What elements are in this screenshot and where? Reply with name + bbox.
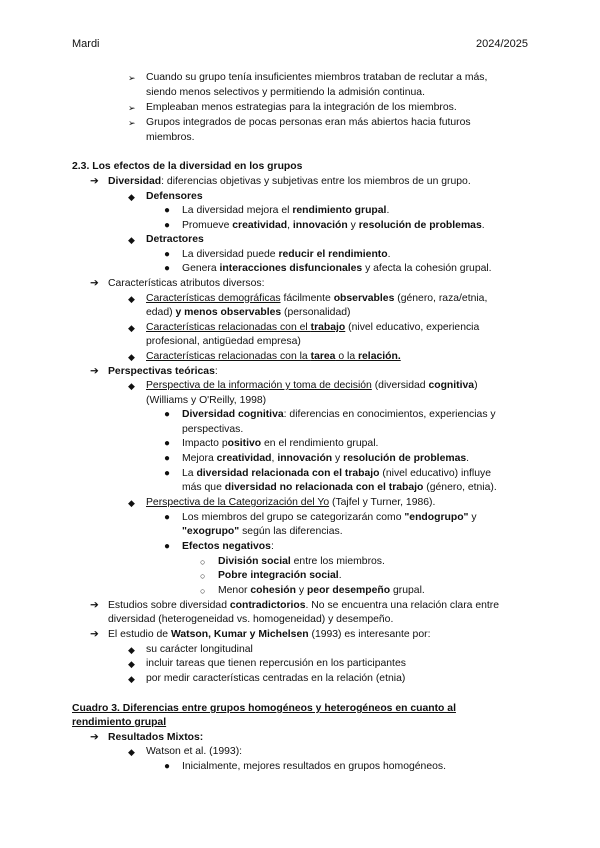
diamond-bullet-icon: ◆	[128, 235, 135, 245]
text-line: Grupos integrados de pocas personas eran más abiertos hacia futuros	[146, 117, 471, 128]
arrow-bullet-icon: ➔	[90, 732, 99, 743]
arrowhead-bullet-icon: ➢	[128, 73, 136, 83]
text-line: Resultados Mixtos:	[108, 732, 204, 743]
text-line: Características atributos diversos:	[108, 278, 265, 289]
diamond-bullet-icon: ◆	[128, 294, 135, 304]
text-line: Promueve creatividad, innovación y resolución de problemas.	[182, 220, 485, 231]
dot-bullet-icon: ●	[164, 761, 171, 772]
dot-bullet-icon: ●	[164, 541, 171, 552]
text-line: siendo menos selectivos y permitiendo la admisión continua.	[146, 87, 425, 98]
text-line: División social entre los miembros.	[218, 556, 385, 567]
dot-bullet-icon: ●	[164, 512, 171, 523]
subsection-heading: rendimiento grupal	[72, 717, 167, 728]
text-line: Mejora creatividad, innovación y resolución de problemas.	[182, 453, 470, 464]
text-line: La diversidad mejora el rendimiento grupal.	[182, 205, 390, 216]
text-line: "exogrupo" según las diferencias.	[182, 526, 343, 537]
text-line: Diversidad: diferencias objetivas y subjetivas entre los miembros de un grupo.	[108, 176, 471, 187]
text-line: Genera interacciones disfuncionales y afecta la cohesión grupal.	[182, 263, 492, 274]
diamond-bullet-icon: ◆	[128, 747, 135, 757]
text-line: Diversidad cognitiva: diferencias en conocimientos, experiencias y	[182, 409, 496, 420]
arrow-bullet-icon: ➔	[90, 366, 99, 377]
diamond-bullet-icon: ◆	[128, 674, 135, 684]
text-line: profesional, antigüedad empresa)	[146, 336, 301, 347]
dot-bullet-icon: ●	[164, 453, 171, 464]
text-line: Efectos negativos:	[182, 541, 274, 552]
text-line: su carácter longitudinal	[146, 644, 253, 655]
text-line: perspectivas.	[182, 424, 244, 435]
diamond-bullet-icon: ◆	[128, 352, 135, 362]
text-line: Perspectiva de la Categorización del Yo (Tajfel y Turner, 1986).	[146, 497, 436, 508]
text-line: Inicialmente, mejores resultados en grupos homogéneos.	[182, 761, 446, 772]
diamond-bullet-icon: ◆	[128, 323, 135, 333]
circle-bullet-icon: ○	[200, 586, 206, 596]
text-line: Defensores	[146, 191, 203, 202]
arrowhead-bullet-icon: ➢	[128, 118, 136, 128]
arrow-bullet-icon: ➔	[90, 176, 99, 187]
text-line: Perspectivas teóricas:	[108, 366, 218, 377]
arrow-bullet-icon: ➔	[90, 278, 99, 289]
text-line: Menor cohesión y peor desempeño grupal.	[218, 585, 425, 596]
text-line: Pobre integración social.	[218, 570, 342, 581]
text-line: incluir tareas que tienen repercusión en los participantes	[146, 658, 406, 669]
text-line: La diversidad relacionada con el trabajo (nivel educativo) influye	[182, 468, 491, 479]
text-line: por medir características centradas en la relación (etnia)	[146, 673, 406, 684]
dot-bullet-icon: ●	[164, 409, 171, 420]
text-line: El estudio de Watson, Kumar y Michelsen (1993) es interesante por:	[108, 629, 431, 640]
dot-bullet-icon: ●	[164, 263, 171, 274]
text-line: Características relacionadas con la tarea o la relación.	[146, 351, 401, 362]
text-line: Watson et al. (1993):	[146, 746, 243, 757]
text-line: Estudios sobre diversidad contradictorios. No se encuentra una relación clara entre	[108, 600, 500, 611]
text-line: miembros.	[146, 132, 195, 143]
header-course: Mardi	[72, 38, 100, 50]
subsection-heading: Cuadro 3. Diferencias entre grupos homogéneos y heterogéneos en cuanto al	[72, 703, 456, 714]
diamond-bullet-icon: ◆	[128, 192, 135, 202]
dot-bullet-icon: ●	[164, 205, 171, 216]
text-line: más que diversidad no relacionada con el trabajo (género, etnia).	[182, 482, 497, 493]
text-line: Características relacionadas con el trabajo (nivel educativo, experiencia	[146, 322, 480, 333]
text-line: Impacto positivo en el rendimiento grupal.	[182, 438, 379, 449]
diamond-bullet-icon: ◆	[128, 381, 135, 391]
text-line: Los miembros del grupo se categorizarán como "endogrupo" y	[182, 512, 477, 523]
arrow-bullet-icon: ➔	[90, 600, 99, 611]
text-line: Cuando su grupo tenía insuficientes miembros trataban de reclutar a más,	[146, 72, 488, 83]
text-line: La diversidad puede reducir el rendimiento.	[182, 249, 391, 260]
diamond-bullet-icon: ◆	[128, 645, 135, 655]
diamond-bullet-icon: ◆	[128, 498, 135, 508]
text-line: Características demográficas fácilmente observables (género, raza/etnia,	[146, 293, 488, 304]
text-line: Empleaban menos estrategias para la integración de los miembros.	[146, 102, 457, 113]
header-year: 2024/2025	[476, 38, 528, 50]
text-line: (Williams y O'Reilly, 1998)	[146, 395, 267, 406]
text-line: Perspectiva de la información y toma de decisión (diversidad cognitiva)	[146, 380, 478, 391]
section-heading: 2.3. Los efectos de la diversidad en los grupos	[72, 161, 303, 172]
text-line: edad) y menos observables (personalidad)	[146, 307, 351, 318]
circle-bullet-icon: ○	[200, 571, 206, 581]
dot-bullet-icon: ●	[164, 249, 171, 260]
diamond-bullet-icon: ◆	[128, 659, 135, 669]
circle-bullet-icon: ○	[200, 557, 206, 567]
dot-bullet-icon: ●	[164, 220, 171, 231]
arrowhead-bullet-icon: ➢	[128, 103, 136, 113]
arrow-bullet-icon: ➔	[90, 629, 99, 640]
dot-bullet-icon: ●	[164, 468, 171, 479]
dot-bullet-icon: ●	[164, 438, 171, 449]
text-line: Detractores	[146, 234, 204, 245]
text-line: diversidad (heterogeneidad vs. homogeneidad) y desempeño.	[108, 614, 394, 625]
